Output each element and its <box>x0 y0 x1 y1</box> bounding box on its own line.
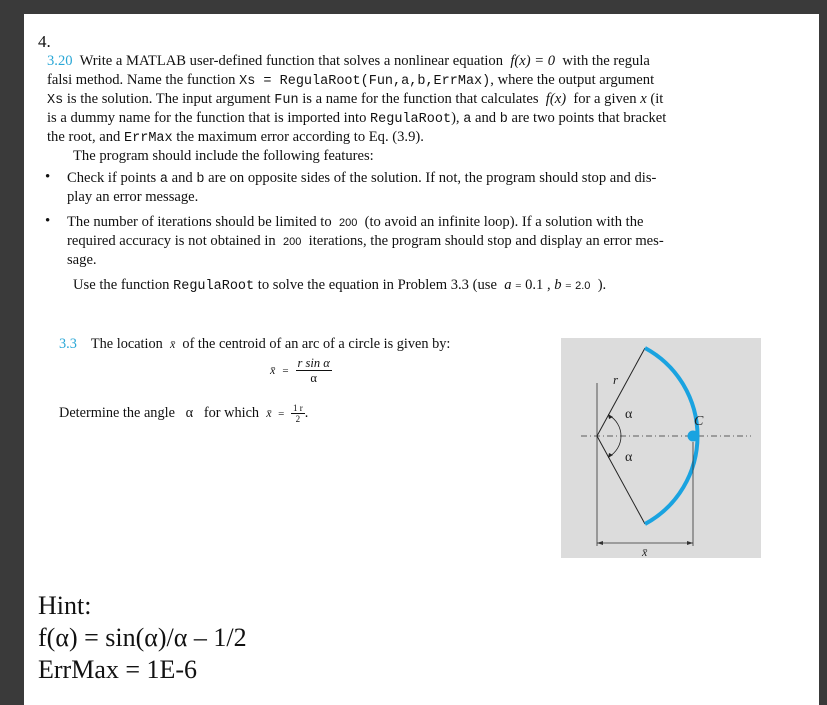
text: Use the function <box>73 277 170 293</box>
code: a <box>159 172 168 187</box>
code: ErrMax <box>124 131 173 146</box>
text: falsi method. Name the function <box>47 72 236 88</box>
code: a <box>463 112 472 127</box>
problem-number: 4. <box>38 32 51 51</box>
centroid-equation <box>270 356 332 385</box>
math: x̄ <box>266 405 272 420</box>
fraction <box>296 356 332 385</box>
text: (it <box>650 91 664 107</box>
number: 2.0 <box>575 280 591 292</box>
math: x̄ <box>270 363 276 377</box>
dim-arrow-right <box>687 541 693 545</box>
text: ). <box>597 277 607 293</box>
p33-line-1 <box>59 335 450 354</box>
text: of the centroid of an arc of a circle is given by: <box>182 336 451 352</box>
math: α <box>185 404 194 421</box>
math: x <box>640 91 647 107</box>
p320-line-4 <box>47 109 666 129</box>
math: = <box>282 364 289 377</box>
text: the maximum error according to Eq. (3.9). <box>176 129 424 145</box>
text: are on opposite sides of the solution. If not, the program should stop and dis- <box>208 170 657 186</box>
math: a <box>504 277 512 293</box>
text: is a name for the function that calculates <box>302 91 539 107</box>
text: is a dummy name for the function that is imported into <box>47 110 367 126</box>
label-alpha-bottom: α <box>625 450 633 465</box>
document-page <box>24 14 819 705</box>
text: , where the output argument <box>490 72 655 88</box>
numerator: 1 r <box>292 403 303 413</box>
text: is the solution. The input argument <box>66 91 271 107</box>
math: f(x) <box>545 91 567 107</box>
label-c: C <box>694 414 704 429</box>
label-alpha-top: α <box>625 407 633 422</box>
text: required accuracy is not obtained in <box>67 233 276 249</box>
bullet-1-line-1 <box>67 169 656 189</box>
text: are two points that bracket <box>511 110 667 126</box>
denominator: 2 <box>295 414 301 424</box>
text: to solve the equation in Problem 3.3 (use <box>257 277 497 293</box>
text: The location <box>90 336 163 352</box>
radius-bottom <box>597 436 645 524</box>
hint-title: Hint: <box>38 591 92 620</box>
code: Xs = RegulaRoot(Fun,a,b,ErrMax) <box>239 74 491 89</box>
code: b <box>499 112 508 127</box>
code: RegulaRoot <box>370 112 452 127</box>
code: b <box>196 172 205 187</box>
p320-line-1 <box>47 52 650 71</box>
text: for which <box>203 404 260 421</box>
radius-top <box>597 348 645 436</box>
p33-ref: 3.3 <box>59 336 77 352</box>
text: . <box>304 404 309 421</box>
text: Write a MATLAB user-defined function that solves a nonlinear equation <box>79 53 504 69</box>
hint-errmax: ErrMax = 1E-6 <box>38 655 198 684</box>
angle-arrow-bottom <box>608 453 613 458</box>
math: = <box>565 280 572 292</box>
math: = <box>278 407 285 420</box>
bullet-2-line-3: sage. <box>67 252 97 268</box>
bullet-1-line-2: play an error message. <box>67 189 199 205</box>
denominator: α <box>310 371 317 385</box>
label-r: r <box>613 372 619 387</box>
text: and <box>475 110 497 126</box>
p320-line-3 <box>47 90 663 110</box>
text: Determine the angle <box>59 404 175 421</box>
text: The number of iterations should be limited to <box>67 214 332 230</box>
code: Xs <box>47 93 64 108</box>
arc-centroid-figure <box>561 338 761 558</box>
code: Fun <box>274 93 299 108</box>
bullet-dot: • <box>45 213 51 229</box>
number: 200 <box>283 236 302 248</box>
arc-diagram <box>561 338 761 558</box>
math: b <box>554 277 562 293</box>
label-xbar: x̄ <box>642 545 648 558</box>
math: x̄ <box>169 337 176 351</box>
p33-determine <box>59 403 308 424</box>
text: ), <box>451 110 460 126</box>
p320-line-2 <box>47 71 654 91</box>
text: and <box>171 170 193 186</box>
p320-ref: 3.20 <box>47 53 73 69</box>
number: 200 <box>338 217 358 229</box>
math: f(x) = 0 <box>510 53 556 69</box>
math: 0.1 , <box>525 277 551 293</box>
bullet-dot: • <box>45 169 51 185</box>
angle-arrow-top <box>608 414 613 419</box>
dim-arrow-left <box>597 541 603 545</box>
p320-line-6: The program should include the following features: <box>73 148 374 164</box>
use-line <box>73 276 606 296</box>
hint-formula: f(α) = sin(α)/α – 1/2 <box>38 623 247 652</box>
text: iterations, the program should stop and display an error mes- <box>308 233 664 249</box>
text: (to avoid an infinite loop). If a solution with the <box>364 214 644 230</box>
fraction <box>291 403 305 424</box>
math: = <box>515 280 522 292</box>
code: RegulaRoot <box>173 279 255 294</box>
centroid-point <box>688 431 699 442</box>
text: for a given <box>573 91 637 107</box>
text: with the regula <box>562 53 650 69</box>
text: the root, and <box>47 129 121 145</box>
bullet-2-line-2 <box>67 232 664 252</box>
p320-line-5 <box>47 128 424 148</box>
text: Check if points <box>67 170 157 186</box>
bullet-2-line-1 <box>67 213 643 233</box>
numerator: r sin α <box>297 356 330 370</box>
